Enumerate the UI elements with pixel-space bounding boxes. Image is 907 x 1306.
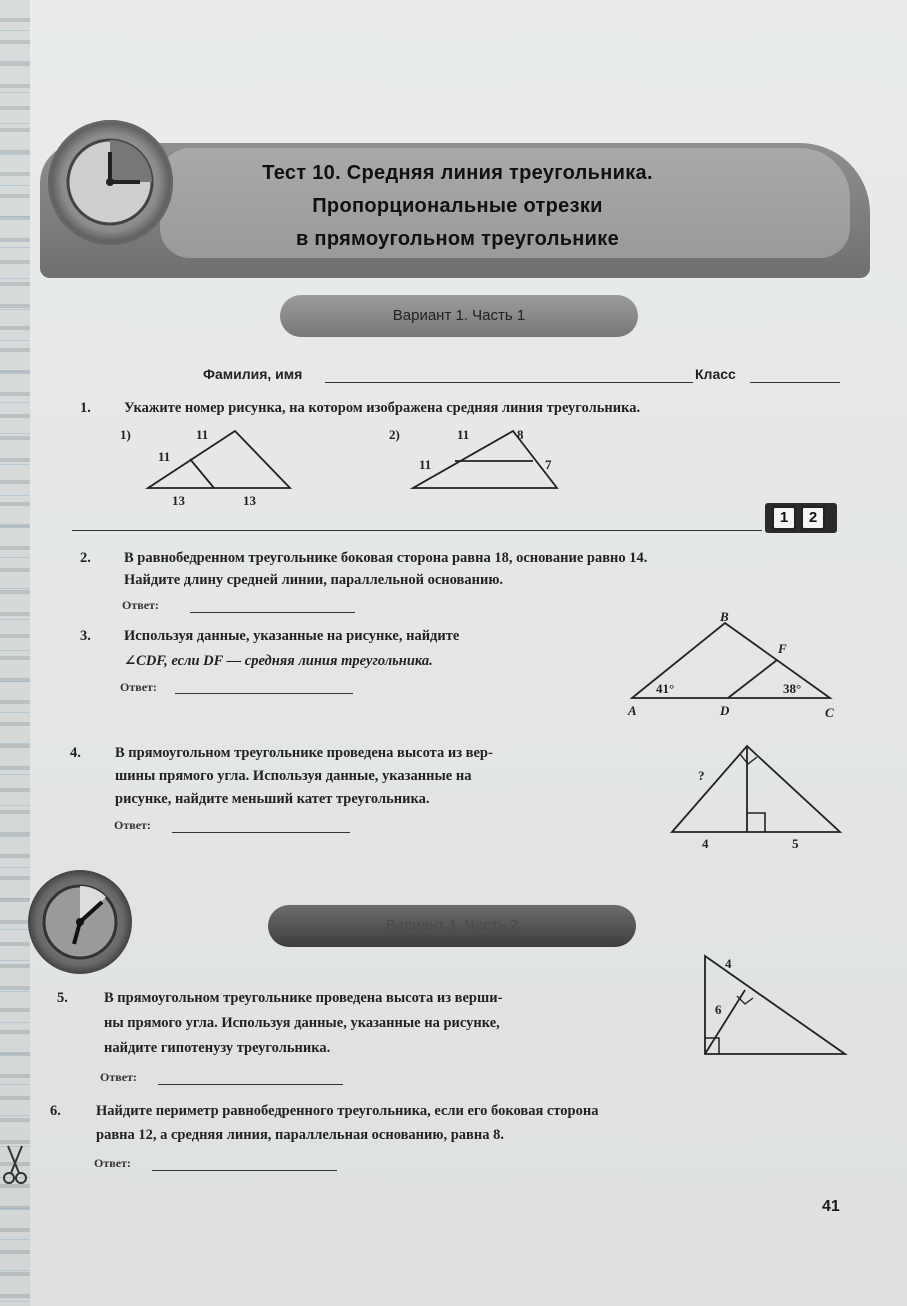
fig2-top-right: 8 (517, 427, 524, 442)
task-number: 2. (80, 550, 91, 566)
task-text-line: рисунке, найдите меньший катет треугольника. (115, 791, 430, 807)
task-number: 3. (80, 628, 91, 644)
task4-figure (660, 740, 850, 855)
answer-label: Ответ: (122, 598, 159, 612)
task-number: 5. (57, 990, 68, 1006)
task-text-line: шины прямого угла. Используя данные, указанные на (115, 768, 472, 784)
segment-right: 5 (792, 836, 799, 851)
task-text-line: найдите гипотенузу треугольника. (104, 1040, 331, 1056)
task-text-line: равна 12, а средняя линия, параллельная основанию, равна 8. (96, 1127, 504, 1143)
task-text-line: ны прямого угла. Используя данные, указанные на рисунке, (104, 1015, 500, 1031)
fig2-label: 2) (389, 427, 400, 442)
task1-figure1 (110, 425, 310, 515)
fig1-bottom-left: 13 (172, 493, 185, 508)
task-number: 6. (50, 1103, 61, 1119)
answer-label: Ответ: (100, 1070, 137, 1084)
fig1-bottom-right: 13 (243, 493, 256, 508)
unknown-leg: ? (698, 768, 705, 783)
answer-label: Ответ: (94, 1156, 131, 1170)
task1-figure2 (385, 425, 585, 495)
task-text-line: Используя данные, указанные на рисунке, найдите (124, 628, 460, 644)
answer-label: Ответ: (114, 818, 151, 832)
angle-c: 38° (783, 681, 802, 696)
fig2-right: 7 (545, 457, 552, 472)
task-text-line: Укажите номер рисунка, на котором изображена средняя линия треугольника. (124, 400, 641, 416)
fig2-top-left: 11 (457, 427, 470, 442)
answer-field[interactable] (152, 1170, 337, 1171)
fig2-left: 11 (419, 457, 432, 472)
page-number: 41 (822, 1198, 840, 1215)
variant-part2-label: Вариант 1. Часть 2 (385, 917, 519, 934)
fig1-label: 1) (120, 427, 131, 442)
task5-figure (695, 948, 855, 1060)
task-text-line: В равнобедренном треугольнике боковая сторона равна 18, основание равно 14. (124, 550, 648, 566)
clock-icon (28, 870, 132, 974)
label-A: A (628, 703, 637, 718)
altitude: 6 (715, 1002, 722, 1017)
name-label: Фамилия, имя (203, 366, 303, 382)
task1-divider (72, 530, 762, 531)
task-text-line: Найдите периметр равнобедренного треугольника, если его боковая сторона (96, 1103, 599, 1119)
scissors-icon (0, 1140, 30, 1190)
variant-part2-pill (268, 905, 636, 947)
variant-part1-label: Вариант 1. Часть 1 (392, 307, 526, 324)
segment-left: 4 (702, 836, 709, 851)
test-title-line3: в прямоугольном треугольнике (295, 228, 620, 250)
test-title-line1: Тест 10. Средняя линия треугольника. (262, 162, 653, 184)
answer-field[interactable] (172, 832, 350, 833)
answer-label: Ответ: (120, 680, 157, 694)
task-text-line: ∠CDF, если DF — средняя линия треугольника. (124, 653, 433, 669)
answer-field[interactable] (158, 1084, 343, 1085)
name-field[interactable] (325, 382, 693, 383)
option-2-box[interactable]: 2 (801, 506, 825, 530)
task-text-line: Найдите длину средней линии, параллельной основанию. (124, 572, 504, 588)
task-text-line: В прямоугольном треугольнике проведена высота из верши- (104, 990, 503, 1006)
fig1-top: 11 (196, 427, 209, 442)
option-1-box[interactable]: 1 (772, 506, 796, 530)
task-number: 4. (70, 745, 81, 761)
task-text-line: В прямоугольном треугольнике проведена высота из вер- (115, 745, 493, 761)
label-C: C (825, 705, 834, 720)
label-D: D (720, 703, 730, 718)
fig1-left: 11 (158, 449, 171, 464)
segment-top: 4 (725, 956, 732, 971)
test-title-line2: Пропорциональные отрезки (312, 195, 603, 217)
variant-part1-pill (280, 295, 638, 337)
class-label: Класс (695, 366, 736, 382)
label-B: B (720, 609, 729, 624)
answer-field[interactable] (175, 693, 353, 694)
label-F: F (778, 641, 787, 656)
class-field[interactable] (750, 382, 840, 383)
task-number: 1. (80, 400, 91, 416)
angle-a: 41° (656, 681, 675, 696)
task3-figure (620, 605, 850, 725)
answer-field[interactable] (190, 612, 355, 613)
